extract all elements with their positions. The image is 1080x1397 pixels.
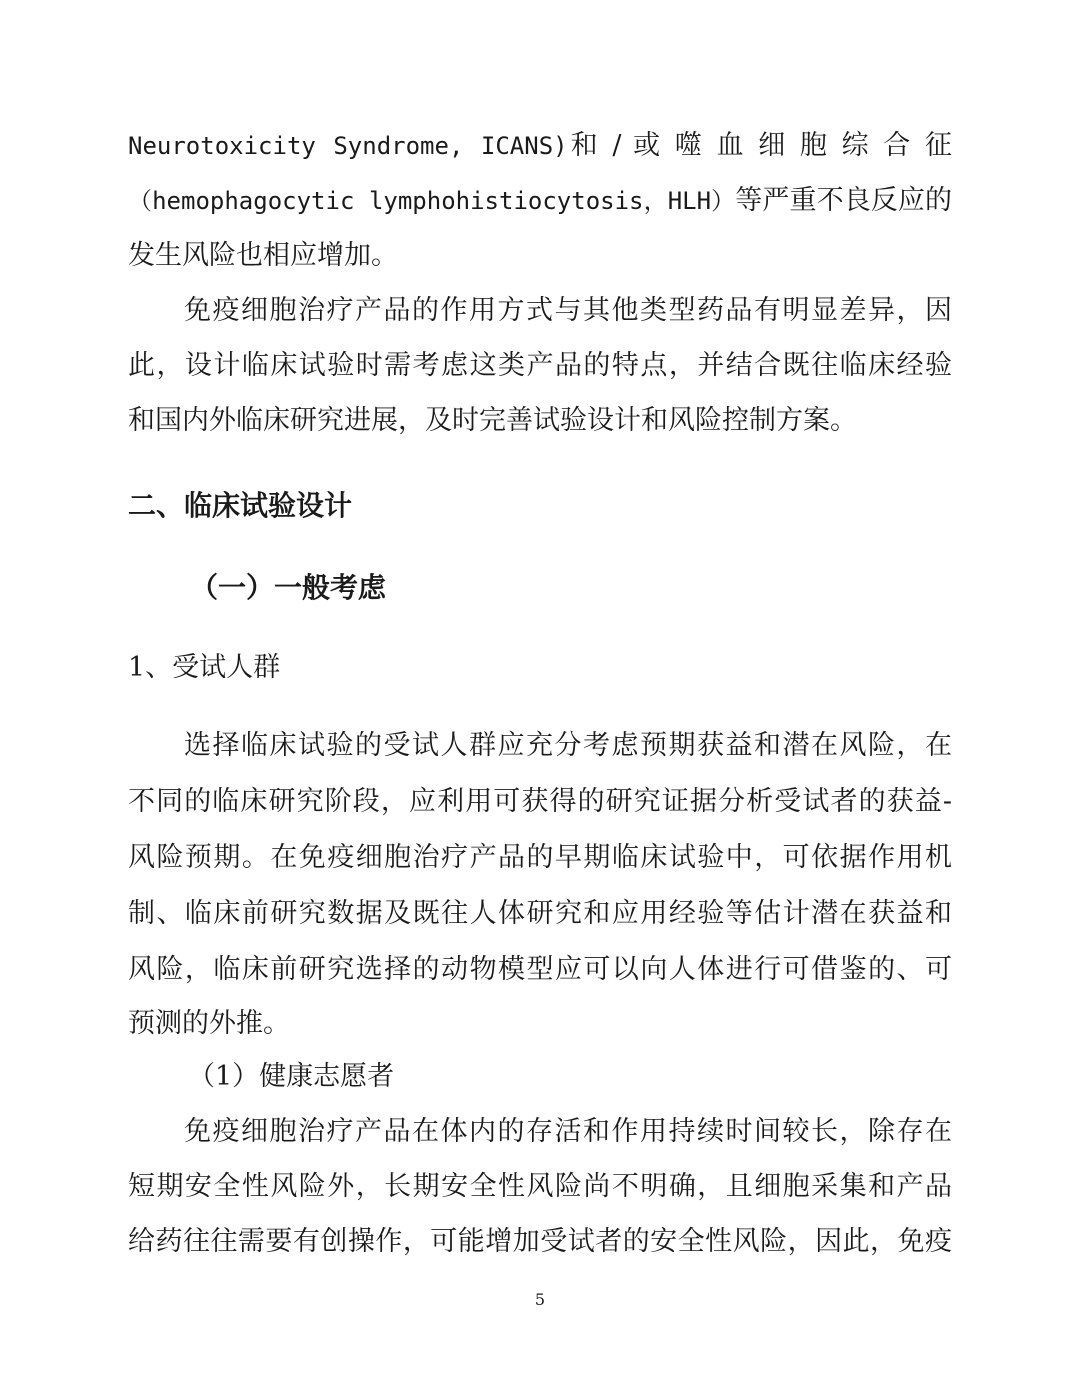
population-line-3: 风险预期。在免疫细胞治疗产品的早期临床试验中，可依据作用机 (128, 842, 952, 873)
page-number: 5 (534, 1290, 546, 1309)
intro-line-1 (128, 126, 952, 166)
healthy-volunteers-line-3: 给药往往需要有创操作，可能增加受试者的安全性风险，因此，免疫 (128, 1226, 952, 1257)
paragraph-2-line-2: 此，设计临床试验时需考虑这类产品的特点，并结合既往临床经验 (128, 350, 952, 381)
population-line-2: 不同的临床研究阶段，应利用可获得的研究证据分析受试者的获益- (128, 786, 952, 817)
intro-line-1-chinese: 和 / 或 噬 血 细 胞 综 合 征 (567, 130, 952, 161)
intro-line-2-chinese: 等严重不良反应的 (735, 185, 952, 216)
intro-line-3: 发生风险也相应增加。 (128, 240, 398, 271)
healthy-volunteers-heading: （1）健康志愿者 (188, 1061, 395, 1092)
subsection-heading: （一）一般考虑 (190, 571, 387, 604)
population-line-5: 风险，临床前研究选择的动物模型应可以向人体进行可借鉴的、可 (128, 954, 952, 985)
healthy-volunteers-line-1: 免疫细胞治疗产品在体内的存活和作用持续时间较长，除存在 (184, 1116, 952, 1147)
healthy-volunteers-line-2: 短期安全性风险外，长期安全性风险尚不明确，且细胞采集和产品 (128, 1171, 952, 1202)
intro-line-2-english: （hemophagocytic lymphohistiocytosis，HLH） (128, 187, 736, 215)
intro-line-1-english: Neurotoxicity Syndrome, ICANS) (128, 132, 568, 160)
intro-line-2 (128, 181, 952, 221)
section-heading: 二、临床试验设计 (128, 489, 353, 522)
item-heading: 1、受试人群 (128, 652, 281, 683)
population-line-4: 制、临床前研究数据及既往人体研究和应用经验等估计潜在获益和 (128, 898, 952, 929)
population-line-6: 预测的外推。 (128, 1008, 290, 1039)
paragraph-2-line-1: 免疫细胞治疗产品的作用方式与其他类型药品有明显差异，因 (184, 295, 952, 326)
population-line-1: 选择临床试验的受试人群应充分考虑预期获益和潜在风险，在 (184, 730, 952, 761)
paragraph-2-line-3: 和国内外临床研究进展，及时完善试验设计和风险控制方案。 (128, 405, 857, 436)
